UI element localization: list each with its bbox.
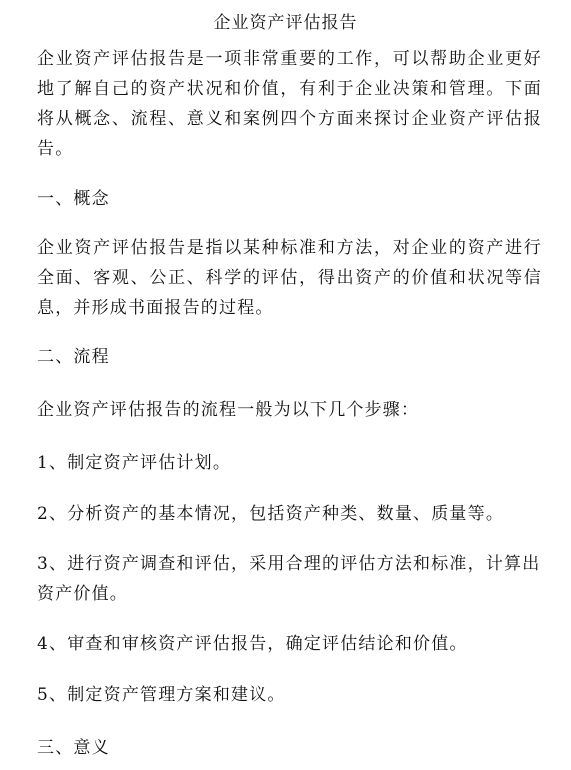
process-step-1: 1、制定资产评估计划。 — [37, 453, 232, 473]
section-heading-process: 二、流程 — [37, 347, 110, 367]
intro-paragraph: 企业资产评估报告是一项非常重要的工作，可以帮助企业更好地了解自己的资产状况和价值，有利于企业决策和管理。下面将从概念、流程、意义和案例四个方面来探讨企业资产评估报告。 — [37, 49, 542, 159]
process-step-3: 3、进行资产调查和评估，采用合理的评估方法和标准，计算出资产价值。 — [37, 554, 541, 604]
process-step-2: 2、分析资产的基本情况，包括资产种类、数量、质量等。 — [37, 504, 505, 524]
section-heading-significance: 三、意义 — [37, 738, 110, 758]
document-title: 企业资产评估报告 — [213, 13, 358, 33]
process-intro: 企业资产评估报告的流程一般为以下几个步骤： — [37, 400, 420, 420]
section-heading-concept: 一、概念 — [37, 189, 110, 209]
concept-paragraph: 企业资产评估报告是指以某种标准和方法，对企业的资产进行全面、客观、公正、科学的评估，得出资产的价值和状况等信息，并形成书面报告的过程。 — [37, 238, 542, 318]
process-step-5: 5、制定资产管理方案和建议。 — [37, 685, 286, 705]
process-step-4: 4、审查和审核资产评估报告，确定评估结论和价值。 — [37, 634, 468, 654]
